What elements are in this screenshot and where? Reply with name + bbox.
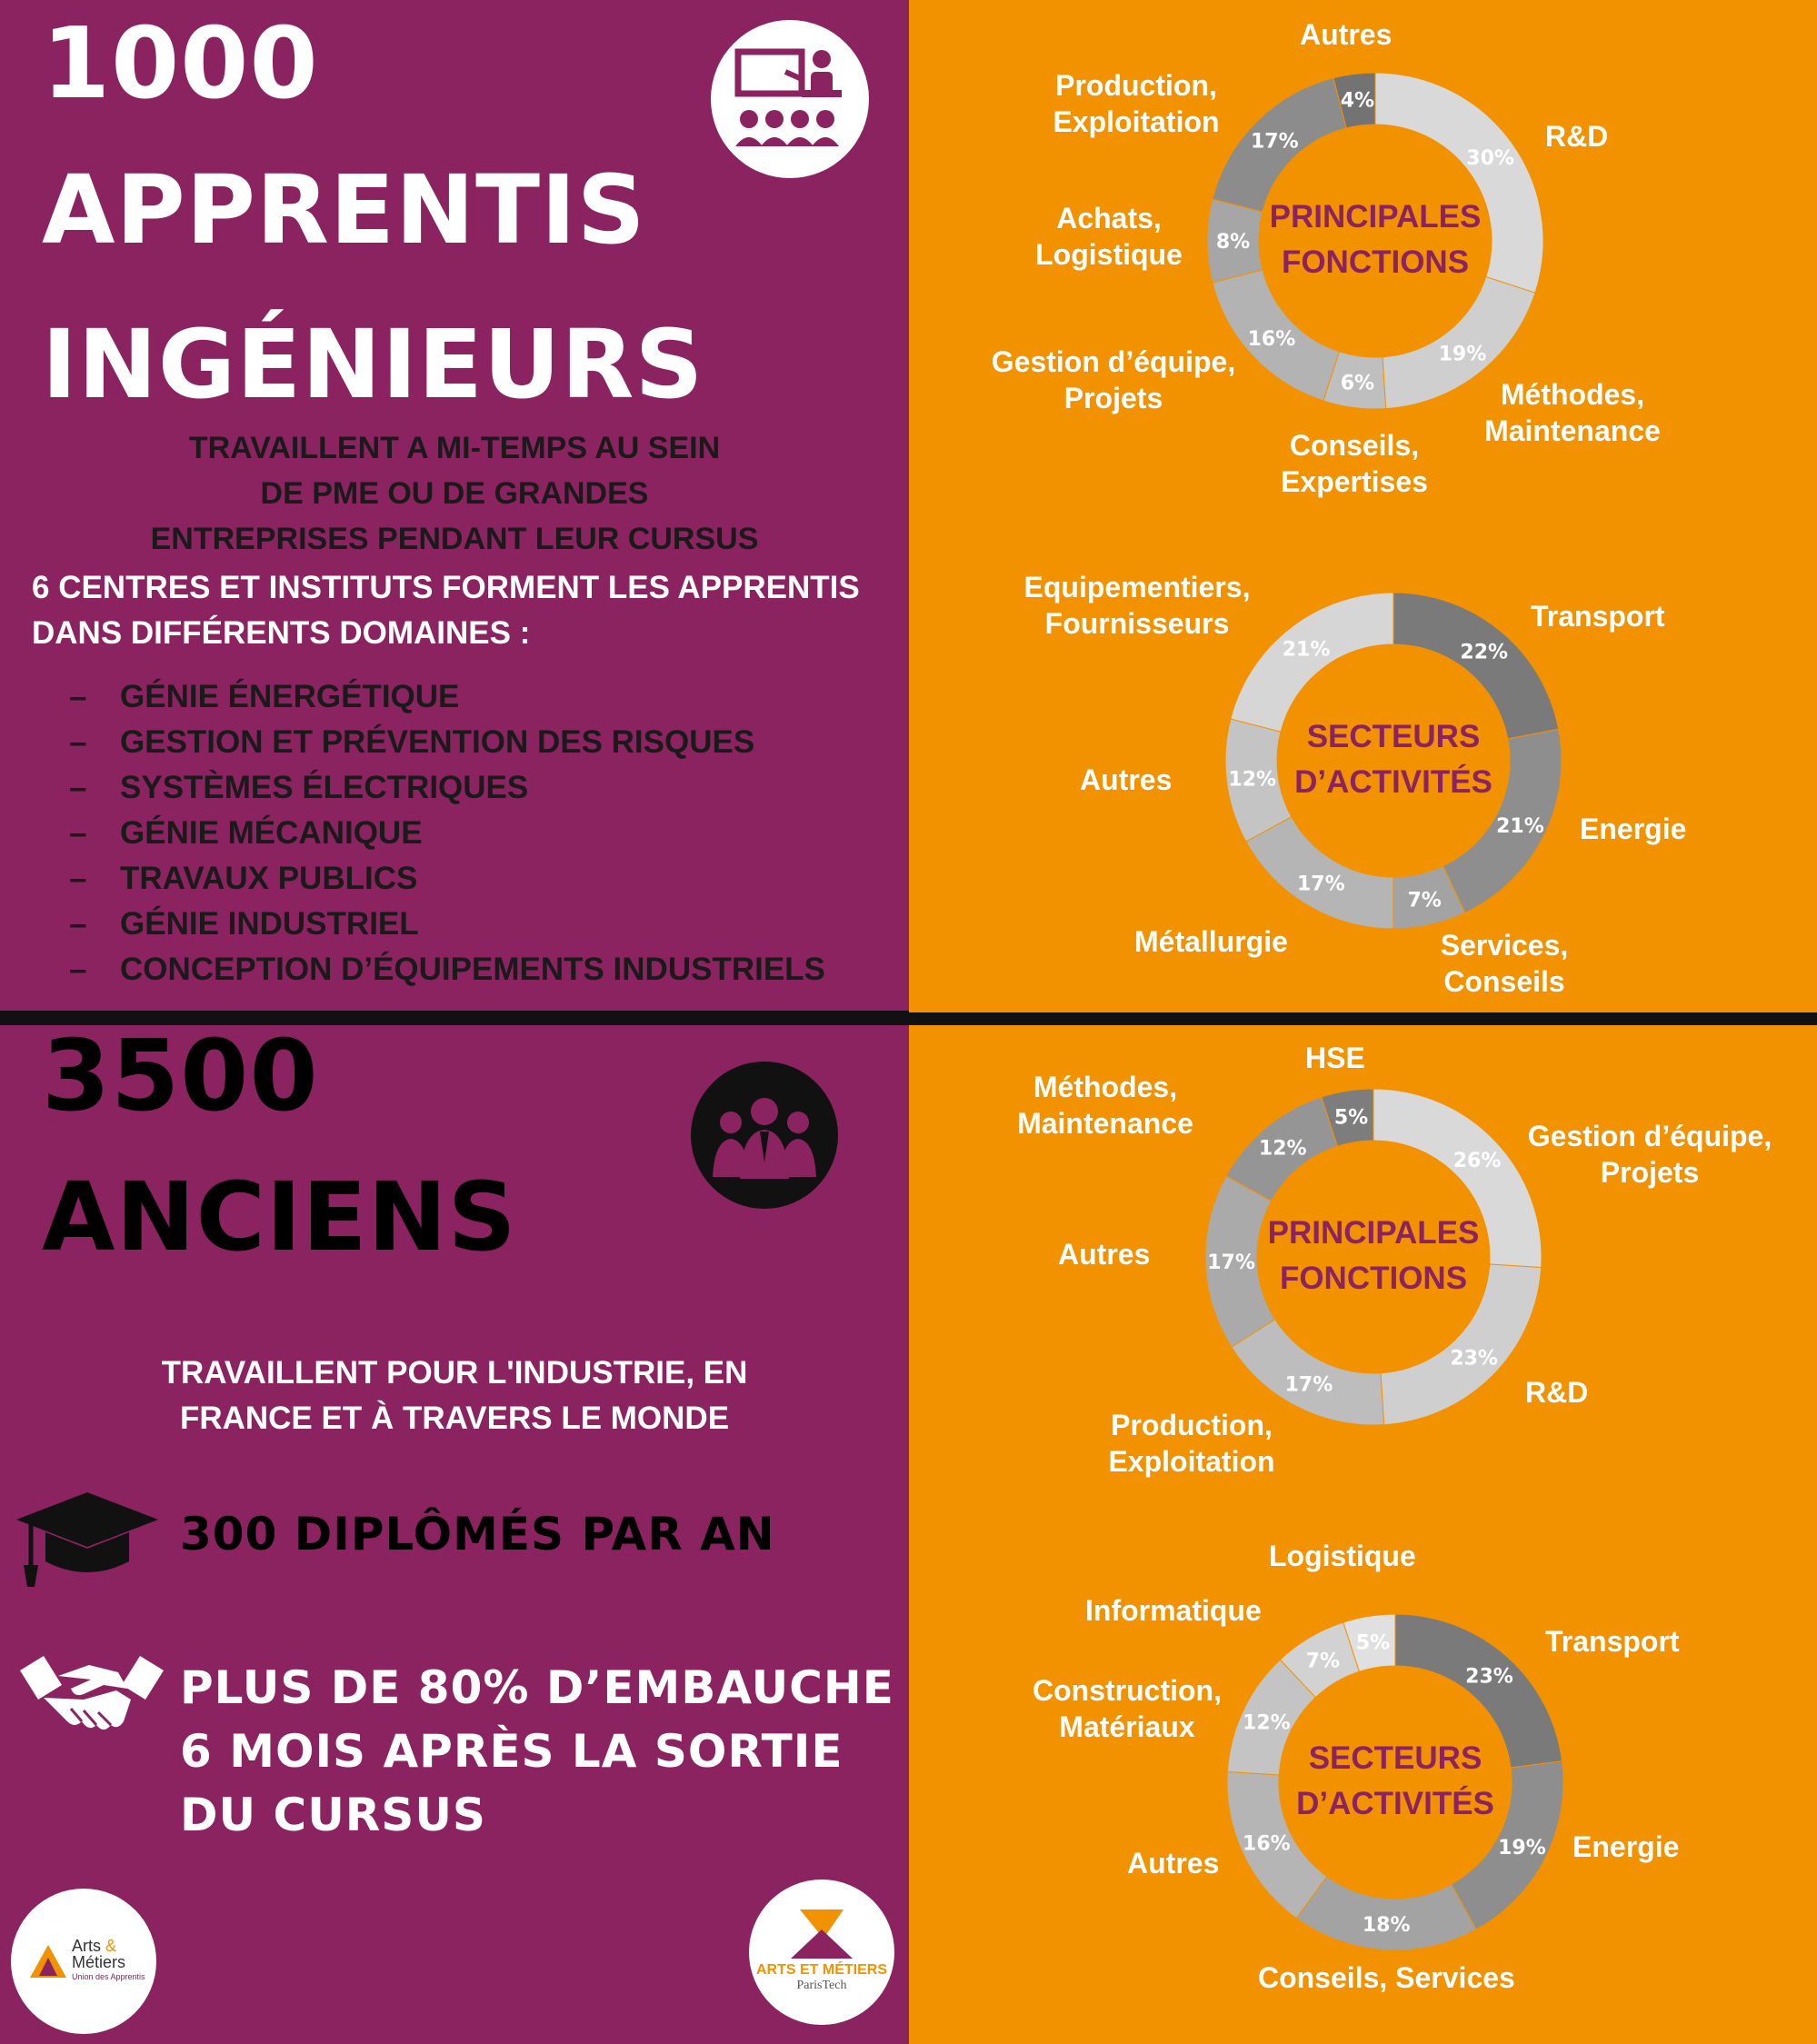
list-item-label: GÉNIE MÉCANIQUE (120, 815, 423, 851)
slice-label: Autres (1058, 1238, 1151, 1271)
slice-percent-label: 17% (1284, 1373, 1333, 1397)
slice-percent-label: 16% (1243, 1832, 1291, 1856)
slice-label: Production, Exploitation (1108, 1409, 1275, 1478)
slice-percent-label: 18% (1362, 1914, 1411, 1938)
hiring-line: DU CURSUS (180, 1789, 486, 1841)
slice-label: Méthodes, Maintenance (1017, 1071, 1193, 1140)
apprentis-subtitle (91, 425, 818, 562)
subtitle-line: FRANCE ET À TRAVERS LE MONDE (179, 1401, 730, 1436)
list-item (69, 947, 825, 992)
chart-title-line: PRINCIPALES (1267, 1215, 1480, 1251)
centres-line: 6 CENTRES ET INSTITUTS FORMENT LES APPRENTIS (32, 570, 860, 605)
slice-label: Logistique (1269, 1540, 1416, 1572)
list-bullet: – (69, 815, 87, 851)
slice-label: Autres (1080, 763, 1173, 796)
slice-label: Conseils, Expertises (1281, 429, 1428, 498)
apprentis-panel (0, 0, 909, 1012)
list-item (69, 856, 825, 902)
list-item (69, 765, 825, 811)
slice-percent-label: 17% (1251, 130, 1299, 154)
slice-percent-label: 7% (1407, 889, 1442, 912)
logo-mark-icon (787, 1906, 856, 1960)
list-bullet: – (69, 906, 87, 942)
list-item-label: SYSTÈMES ÉLECTRIQUES (120, 770, 529, 805)
slice-label: HSE (1305, 1042, 1365, 1074)
slice-percent-label: 23% (1450, 1347, 1498, 1371)
slice-percent-label: 19% (1498, 1837, 1546, 1860)
logo-text-arts: Arts (72, 1937, 102, 1955)
chart-center-title (1266, 714, 1521, 805)
slice-label: Energie (1580, 813, 1687, 845)
alumni-group-icon (691, 1062, 838, 1209)
alumni-title: ANCIENS (42, 1162, 517, 1272)
slice-label: Gestion d’équipe, Projets (1527, 1120, 1772, 1189)
slice-percent-label: 21% (1496, 815, 1544, 839)
slice-label: Achats, Logistique (1035, 202, 1183, 271)
slice-percent-label: 12% (1243, 1711, 1291, 1735)
list-item (69, 811, 825, 856)
chart-center-title (1268, 1736, 1522, 1827)
slice-label: Transport (1545, 1625, 1680, 1658)
list-item (69, 674, 825, 720)
list-bullet: – (69, 861, 87, 896)
slice-label: Production, Exploitation (1053, 69, 1220, 138)
list-item-label: TRAVAUX PUBLICS (120, 861, 418, 896)
slice-percent-label: 19% (1438, 343, 1487, 366)
slice-label: Energie (1572, 1830, 1680, 1863)
slice-percent-label: 8% (1215, 231, 1251, 254)
graduates-text: 300 DIPLÔMÉS PAR AN (180, 1508, 775, 1560)
logo-text-ensam: ARTS ET MÉTIERS (755, 1962, 887, 1978)
list-item-label: GÉNIE INDUSTRIEL (120, 906, 419, 942)
slice-label: R&D (1525, 1376, 1589, 1409)
chart-center-title (1246, 1211, 1501, 1301)
slice-label: Equipementiers, Fournisseurs (1023, 571, 1251, 640)
list-item-label: GESTION ET PRÉVENTION DES RISQUES (120, 724, 755, 760)
hiring-line: 6 MOIS APRÈS LA SORTIE (180, 1725, 844, 1778)
list-item-label: CONCEPTION D’ÉQUIPEMENTS INDUSTRIELS (120, 952, 825, 987)
slice-percent-label: 16% (1247, 328, 1296, 352)
apprentis-count: 1000 (42, 7, 319, 121)
slice-label: Transport (1531, 600, 1665, 633)
slice-label: Services, Conseils (1440, 929, 1569, 998)
list-item (69, 902, 825, 947)
centres-text (32, 565, 895, 656)
logo-text-amp: & (105, 1937, 117, 1955)
alumni-panel (0, 1020, 909, 2044)
logo-text-metiers: Métiers (72, 1953, 126, 1971)
subtitle-line: DE PME OU DE GRANDES (260, 476, 649, 511)
union-apprentis-logo (11, 1889, 156, 2034)
slice-label: R&D (1545, 120, 1609, 153)
slice-percent-label: 17% (1207, 1251, 1255, 1274)
slice-label: Méthodes, Maintenance (1484, 378, 1661, 447)
chart-title-line: D’ACTIVITÉS (1294, 764, 1493, 800)
slice-percent-label: 21% (1282, 638, 1331, 662)
slice-label: Autres (1300, 18, 1393, 51)
logo-text-paristech: ParisTech (796, 1979, 847, 1992)
slice-percent-label: 5% (1355, 1631, 1391, 1655)
slice-percent-label: 4% (1340, 89, 1375, 113)
subtitle-line: TRAVAILLENT POUR L'INDUSTRIE, EN (161, 1355, 748, 1391)
arts-et-metiers-logo (749, 1879, 894, 2025)
chart-center-title (1248, 194, 1503, 285)
list-item (69, 720, 825, 765)
list-bullet: – (69, 770, 87, 805)
slice-label: Informatique (1085, 1594, 1262, 1627)
classroom-teacher-icon (711, 20, 869, 178)
logo-triangle-icon (28, 1943, 68, 1979)
slice-percent-label: 12% (1228, 768, 1277, 792)
domains-list (69, 674, 825, 992)
chart-title-line: FONCTIONS (1281, 244, 1470, 280)
slice-percent-label: 7% (1305, 1650, 1341, 1673)
chart-title-line: FONCTIONS (1279, 1261, 1468, 1296)
slice-percent-label: 5% (1333, 1106, 1369, 1130)
list-bullet: – (69, 724, 87, 760)
chart-title-line: D’ACTIVITÉS (1296, 1786, 1494, 1821)
subtitle-line: TRAVAILLENT A MI-TEMPS AU SEIN (188, 431, 721, 465)
slice-percent-label: 22% (1460, 641, 1509, 664)
centres-line: DANS DIFFÉRENTS DOMAINES : (32, 615, 531, 651)
hiring-line: PLUS DE 80% D’EMBAUCHE (180, 1661, 894, 1714)
slice-percent-label: 23% (1465, 1665, 1513, 1689)
logo-text-union: Union des Apprentis (72, 1972, 145, 1981)
chart-title-line: PRINCIPALES (1269, 199, 1482, 234)
slice-percent-label: 12% (1258, 1137, 1307, 1161)
graduation-cap-icon (15, 1489, 160, 1589)
chart-title-line: SECTEURS (1308, 1740, 1483, 1776)
apprentis-title-line1: APPRENTIS (42, 155, 646, 265)
alumni-subtitle (91, 1351, 818, 1441)
slice-label: Autres (1127, 1847, 1220, 1879)
slice-label: Conseils, Services (1258, 1961, 1515, 1994)
chart-title-line: SECTEURS (1306, 719, 1481, 754)
slice-label: Métallurgie (1134, 925, 1288, 958)
slice-percent-label: 17% (1296, 872, 1345, 896)
slice-percent-label: 6% (1340, 372, 1375, 395)
list-bullet: – (69, 952, 87, 987)
slice-percent-label: 30% (1466, 147, 1514, 171)
slice-percent-label: 26% (1453, 1149, 1502, 1172)
handshake-icon (16, 1649, 167, 1749)
slice-label: Gestion d’équipe, Projets (991, 345, 1236, 414)
list-item-label: GÉNIE ÉNERGÉTIQUE (120, 679, 460, 714)
subtitle-line: ENTREPRISES PENDANT LEUR CURSUS (150, 522, 759, 556)
hiring-text (180, 1656, 898, 1847)
list-bullet: – (69, 679, 87, 714)
apprentis-title-line2: INGÉNIEURS (42, 309, 704, 420)
slice-label: Construction, Matériaux (1033, 1674, 1222, 1743)
alumni-count: 3500 (42, 1020, 319, 1133)
